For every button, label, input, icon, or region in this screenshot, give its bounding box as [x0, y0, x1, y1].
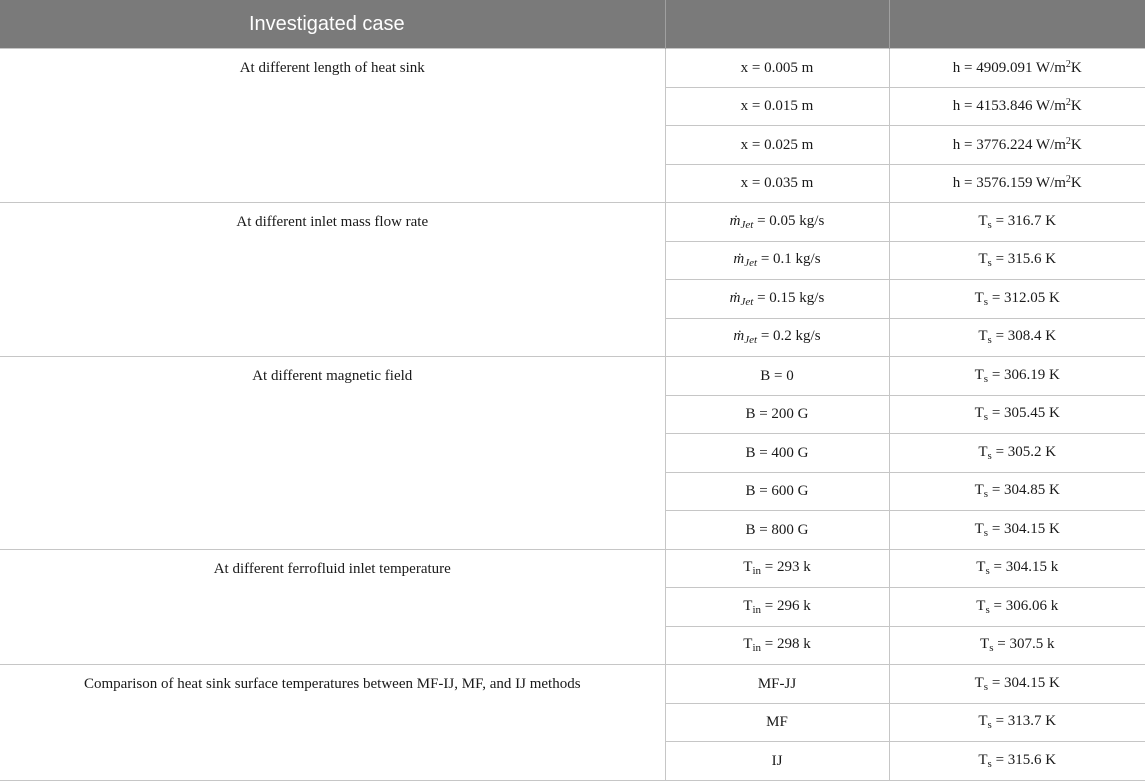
- param-cell: B = 200 G: [665, 395, 889, 434]
- param-cell: MF: [665, 703, 889, 742]
- header-parameter: [665, 0, 889, 49]
- param-cell: ṁ$_{Jet}$ = 0.2 kg/s: [665, 318, 889, 357]
- param-cell: x = 0.025 m: [665, 126, 889, 165]
- param-cell: $T_{in} = 293$ k: [665, 549, 889, 588]
- param-cell: x = 0.035 m: [665, 164, 889, 203]
- table-row: [0, 665, 1145, 704]
- header-investigated-case: Investigated case: [0, 0, 665, 49]
- param-cell: B = 600 G: [665, 472, 889, 511]
- param-cell: $T_{in} = 296$ k: [665, 588, 889, 627]
- value-cell: $T_s = 315.6$ K: [889, 742, 1145, 781]
- value-cell: h = 4153.846 $W/m^2K$: [889, 87, 1145, 126]
- value-cell: $T_s = 306.19$ K: [889, 357, 1145, 396]
- param-cell: ṁ$_{Jet}$ = 0.1 kg/s: [665, 241, 889, 280]
- value-cell: h = 3576.159 $W/m^2K$: [889, 164, 1145, 203]
- value-cell: $T_s = 307.5$ k: [889, 626, 1145, 665]
- param-cell: x = 0.005 m: [665, 49, 889, 88]
- value-cell: $T_s = 306.06$ k: [889, 588, 1145, 627]
- value-cell: $T_s = 304.15$ K: [889, 665, 1145, 704]
- value-cell: $T_s = 305.45$ K: [889, 395, 1145, 434]
- param-cell: ṁ$_{Jet}$ = 0.15 kg/s: [665, 280, 889, 319]
- table-row: [0, 49, 1145, 88]
- value-cell: $T_s = 316.7$ K: [889, 203, 1145, 242]
- param-cell: B = 400 G: [665, 434, 889, 473]
- case-magnetic-field: At different magnetic field: [0, 357, 665, 550]
- value-cell: $T_s = 304.85$ K: [889, 472, 1145, 511]
- table-row: [0, 203, 1145, 242]
- value-cell: h = 3776.224 $W/m^2K$: [889, 126, 1145, 165]
- param-cell: ṁ$_{Jet}$ = 0.05 kg/s: [665, 203, 889, 242]
- value-cell: $T_s = 304.15$ k: [889, 549, 1145, 588]
- value-cell: h = 4909.091 $W/m^2K$: [889, 49, 1145, 88]
- value-cell: $T_s = 315.6$ K: [889, 241, 1145, 280]
- param-cell: MF-JJ: [665, 665, 889, 704]
- param-cell: IJ: [665, 742, 889, 781]
- case-mass-flow: At different inlet mass flow rate: [0, 203, 665, 357]
- case-inlet-temperature: At different ferrofluid inlet temperature: [0, 549, 665, 665]
- param-cell: B = 0: [665, 357, 889, 396]
- value-cell: $T_s = 304.15$ K: [889, 511, 1145, 550]
- header-row: [0, 0, 1145, 49]
- param-cell: $T_{in} = 298$ k: [665, 626, 889, 665]
- value-cell: $T_s = 305.2$ K: [889, 434, 1145, 473]
- value-cell: $T_s = 312.05$ K: [889, 280, 1145, 319]
- param-cell: B = 800 G: [665, 511, 889, 550]
- table-row: [0, 549, 1145, 588]
- header-result: [889, 0, 1145, 49]
- case-length: At different length of heat sink: [0, 49, 665, 203]
- param-cell: x = 0.015 m: [665, 87, 889, 126]
- value-cell: $T_s = 313.7$ K: [889, 703, 1145, 742]
- case-comparison: Comparison of heat sink surface temperatures between MF-IJ, MF, and IJ methods: [0, 665, 665, 781]
- table-row: [0, 357, 1145, 396]
- value-cell: $T_s = 308.4$ K: [889, 318, 1145, 357]
